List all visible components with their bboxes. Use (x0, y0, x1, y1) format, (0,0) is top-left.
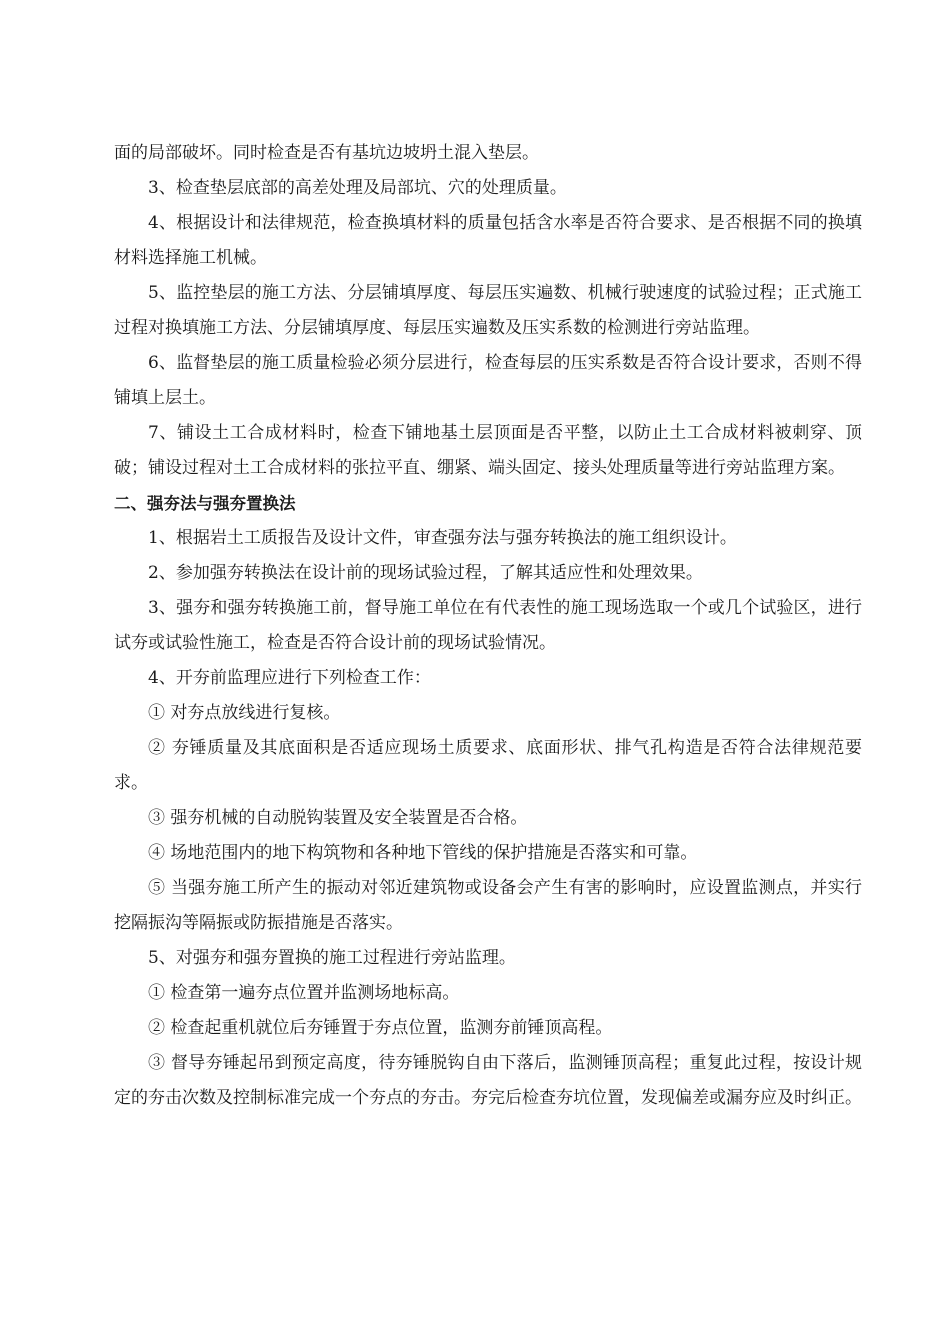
paragraph: 5、监控垫层的施工方法、分层铺填厚度、每层压实遍数、机械行驶速度的试验过程；正式施工过程对换填施工方法、分层铺填厚度、每层压实遍数及压实系数的检测进行旁站监理。 (114, 283, 862, 338)
document-body (114, 136, 862, 1116)
list-item: ④ 场地范围内的地下构筑物和各种地下管线的保护措施是否落实和可靠。 (148, 843, 698, 863)
list-item: ① 对夯点放线进行复核。 (148, 703, 341, 723)
list-item: ① 检查第一遍夯点位置并监测场地标高。 (148, 983, 460, 1003)
paragraph: 7、铺设土工合成材料时，检查下铺地基土层顶面是否平整，以防止土工合成材料被刺穿、顶破；铺设过程对土工合成材料的张拉平直、绷紧、端头固定、接头处理质量等进行旁站监理方案。 (114, 423, 862, 478)
section-heading: 二、强夯法与强夯置换法 (114, 494, 296, 513)
paragraph: 2、参加强夯转换法在设计前的现场试验过程，了解其适应性和处理效果。 (148, 563, 703, 583)
paragraph: 5、对强夯和强夯置换的施工过程进行旁站监理。 (148, 948, 516, 968)
list-item: ② 夯锤质量及其底面积是否适应现场土质要求、底面形状、排气孔构造是否符合法律规范要求。 (114, 738, 862, 793)
paragraph: 6、监督垫层的施工质量检验必须分层进行，检查每层的压实系数是否符合设计要求，否则不得铺填上层土。 (114, 353, 862, 408)
paragraph: 1、根据岩土工质报告及设计文件，审查强夯法与强夯转换法的施工组织设计。 (148, 528, 737, 548)
paragraph: 4、开夯前监理应进行下列检查工作： (148, 668, 431, 688)
list-item: ② 检查起重机就位后夯锤置于夯点位置，监测夯前锤顶高程。 (148, 1018, 613, 1038)
paragraph: 3、检查垫层底部的高差处理及局部坑、穴的处理质量。 (148, 178, 567, 198)
list-item: ③ 督导夯锤起吊到预定高度，待夯锤脱钩自由下落后，监测锤顶高程；重复此过程，按设计规定的夯击次数及控制标准完成一个夯点的夯击。夯完后检查夯坑位置，发现偏差或漏夯应及时纠正。 (114, 1053, 862, 1108)
list-item: ③ 强夯机械的自动脱钩装置及安全装置是否合格。 (148, 808, 528, 828)
paragraph: 3、强夯和强夯转换施工前，督导施工单位在有代表性的施工现场选取一个或几个试验区，进行试夯或试验性施工，检查是否符合设计前的现场试验情况。 (114, 598, 862, 653)
paragraph: 面的局部破坏。同时检查是否有基坑边坡坍土混入垫层。 (114, 143, 539, 163)
list-item: ⑤ 当强夯施工所产生的振动对邻近建筑物或设备会产生有害的影响时，应设置监测点，并实行挖隔振沟等隔振或防振措施是否落实。 (114, 878, 862, 933)
paragraph: 4、根据设计和法律规范，检查换填材料的质量包括含水率是否符合要求、是否根据不同的换填材料选择施工机械。 (114, 213, 862, 268)
